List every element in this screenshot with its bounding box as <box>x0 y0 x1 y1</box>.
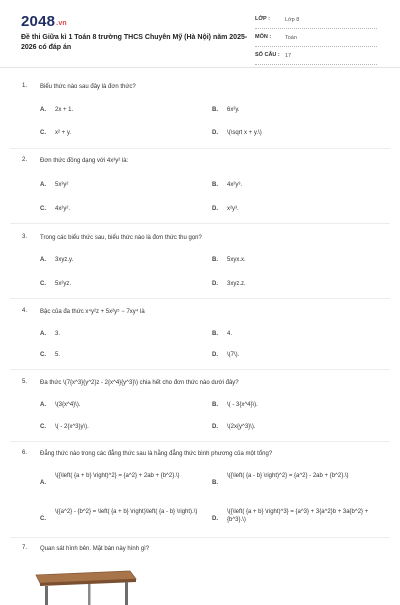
question-text: Biểu thức nào sau đây là đơn thức? <box>40 84 136 90</box>
option-label: C. <box>40 281 46 287</box>
question-text: Bậc của đa thức x⁴y²z + 5x²y⁵ − 7xy⁴ là <box>40 309 145 315</box>
option-label: C. <box>40 130 46 136</box>
question-divider <box>10 369 390 370</box>
option-text: x²y³. <box>227 206 239 212</box>
option-label: C. <box>40 352 46 358</box>
logo-suffix: .vn <box>56 20 67 27</box>
option-text: 3xyz.y. <box>55 257 74 263</box>
option-label: D. <box>212 352 218 358</box>
question-text: Quan sát hình bên. Mặt bàn này hình gì? <box>40 546 150 552</box>
option-text: \({a^2} - {b^2} = \left( {a + b} \right)\left( {a - b} \right).\) <box>55 509 198 515</box>
option-text: 5x²yz. <box>55 281 72 287</box>
question-text: Đơn thức đồng dạng với 4x³y² là: <box>40 158 129 164</box>
logo-text: 2048 <box>21 13 56 30</box>
meta-row-class <box>255 14 377 29</box>
option-label: C. <box>40 516 46 522</box>
option-text: 5x³y² <box>55 182 69 188</box>
header-divider <box>0 67 400 68</box>
question-number: 3. <box>22 234 28 240</box>
option-label: D. <box>212 206 218 212</box>
option-label: B. <box>212 107 218 113</box>
option-label: B. <box>212 480 218 486</box>
meta-row-subject <box>255 32 377 47</box>
option-label: D. <box>212 281 218 287</box>
meta-value: 17 <box>285 53 292 59</box>
meta-row-count <box>255 50 377 65</box>
question-number: 5. <box>22 379 28 385</box>
option-label: D. <box>212 424 218 430</box>
option-text: 5. <box>55 352 61 358</box>
question-divider <box>10 148 390 149</box>
desk-leg <box>125 582 128 605</box>
meta-value: Lớp 8 <box>285 17 300 23</box>
question-text: Trong các biểu thức sau, biểu thức nào là đơn thức thu gọn? <box>40 235 202 241</box>
option-text: \(7\). <box>227 352 240 358</box>
option-text: \({\left( {a + b} \right)^3} = {a^3} + 3{a^2}b + 3a{b^2} + {b^3}.\) <box>227 509 369 523</box>
header <box>0 0 400 70</box>
question-number: 7. <box>22 545 28 551</box>
option-text: 5xyx.x. <box>227 257 246 263</box>
question-number: 2. <box>22 157 28 163</box>
question-number: 6. <box>22 450 28 456</box>
option-label: D. <box>212 130 218 136</box>
option-text: 3xyz.z. <box>227 281 246 287</box>
option-text: \( - 3{x^4}\). <box>227 402 258 408</box>
site-logo[interactable] <box>21 13 67 30</box>
option-label: D. <box>212 516 218 522</box>
option-text: 4x²y². <box>55 206 70 212</box>
option-text: \({\left( {a + b} \right)^2} = {a^2} + 2ab + {b^2}.\) <box>55 473 180 479</box>
question-divider <box>10 223 390 224</box>
option-label: A. <box>40 402 46 408</box>
option-label: B. <box>212 182 218 188</box>
question-divider <box>10 298 390 299</box>
exam-meta <box>255 14 377 68</box>
option-text: \({\left( {a - b} \right)^2} = {a^2} - 2ab + {b^2}.\) <box>227 473 349 479</box>
option-text: 2x + 1. <box>55 107 74 113</box>
meta-key: SỐ CÂU : <box>255 52 280 58</box>
option-text: 4. <box>227 331 233 337</box>
option-label: B. <box>212 257 218 263</box>
meta-value: Toán <box>285 35 297 41</box>
option-text: 3. <box>55 331 61 337</box>
option-text: \(\sqrt x + y.\) <box>227 130 262 136</box>
meta-key: MÔN : <box>255 34 272 40</box>
option-text: 6x²y. <box>227 107 240 113</box>
option-label: A. <box>40 331 46 337</box>
desk-leg <box>88 584 91 605</box>
question-number: 1. <box>22 83 28 89</box>
option-text: x² + y. <box>55 130 72 136</box>
question-text: Đẳng thức nào trong các đẳng thức sau là hằng đẳng thức bình phương của một tổng? <box>40 451 273 457</box>
option-text: 4x²y³. <box>227 182 242 188</box>
desk-image <box>30 565 140 605</box>
option-text: \( - 2{x^3}y\). <box>55 424 89 430</box>
option-label: C. <box>40 206 46 212</box>
option-label: A. <box>40 107 46 113</box>
question-text: Đa thức \(7{x^3}{y^2}z - 2{x^4}{y^3}\) chia hết cho đơn thức nào dưới đây? <box>40 380 239 386</box>
option-text: \(2x{y^3}\). <box>227 424 256 430</box>
desk-leg <box>45 586 48 605</box>
question-divider <box>10 537 390 538</box>
exam-title: Đề thi Giữa kì 1 Toán 8 trường THCS Chuyên Mỹ (Hà Nội) năm 2025-2026 có đáp án <box>21 34 248 51</box>
meta-key: LỚP : <box>255 16 270 22</box>
option-text: \(3{x^4}\). <box>55 402 81 408</box>
option-label: B. <box>212 331 218 337</box>
option-label: A. <box>40 257 46 263</box>
option-label: C. <box>40 424 46 430</box>
question-number: 4. <box>22 308 28 314</box>
option-label: A. <box>40 182 46 188</box>
option-label: A. <box>40 480 46 486</box>
question-divider <box>10 441 390 442</box>
option-label: B. <box>212 402 218 408</box>
